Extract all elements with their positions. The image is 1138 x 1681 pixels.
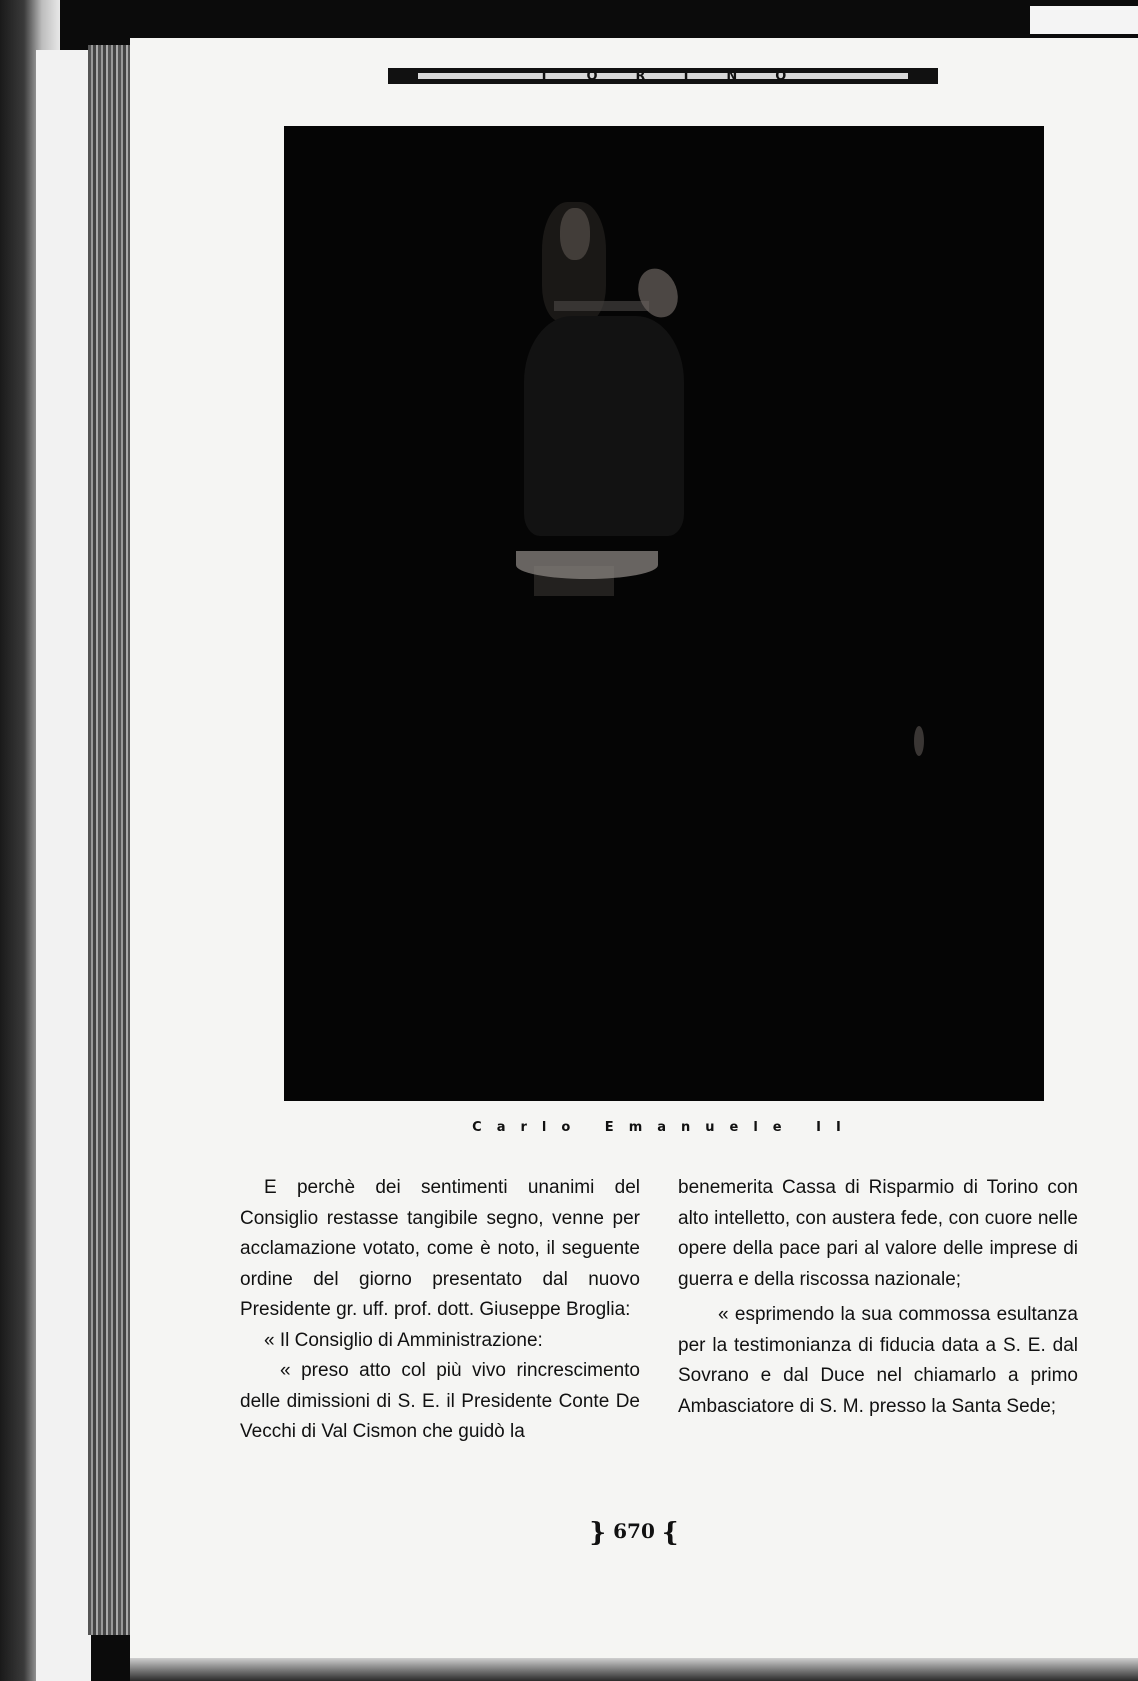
text-column-left	[240, 1173, 640, 1448]
paragraph: E perchè dei sentimenti unanimi del Consiglio restasse tangibile segno, venne per acclamazione votato, come è noto, il seguente ordine del giorno presentato dal nuovo Presidente gr. uff. prof. dott. Giuseppe Broglia:	[240, 1177, 640, 1320]
portrait-glint	[914, 726, 924, 756]
scan-margin-strip	[36, 50, 91, 1681]
paragraph: benemerita Cassa di Risparmio di Torino con alto intelletto, con austera fede, con cuore nelle opere della pace pari al valore delle imprese di guerra e della riscossa nazionale;	[678, 1177, 1078, 1290]
page-number	[130, 1518, 1138, 1548]
running-head	[388, 68, 938, 84]
plate-caption: Carlo Emanuele II	[472, 1120, 856, 1135]
portrait-hand	[632, 263, 685, 323]
text-column-right	[678, 1173, 1078, 1422]
folio-ornament-right: {	[661, 1518, 679, 1548]
portrait-torso	[524, 316, 684, 536]
scan-corner	[1030, 6, 1138, 34]
paragraph: « Il Consiglio di Amministrazione:	[264, 1329, 543, 1351]
folio-ornament-left: }	[589, 1518, 607, 1548]
book-page	[130, 38, 1138, 1658]
portrait-face	[560, 208, 590, 260]
scan-bottom-edge	[130, 1658, 1138, 1681]
paragraph: « preso atto col più vivo rincrescimento delle dimissioni di S. E. il Presidente Conte De Vecchi di Val Cismon che guidò la	[240, 1360, 640, 1442]
portrait-plate	[284, 126, 1044, 1101]
portrait-arm	[554, 301, 649, 311]
running-head-text: TORINO	[539, 68, 825, 84]
portrait-sash	[516, 551, 658, 579]
page-number-value: 670	[613, 1519, 655, 1543]
paragraph: « esprimendo la sua commossa esultanza per la testimonianza di fiducia data a S. E. dal Sovrano e dal Duce nel chiamarlo a primo Ambasciatore di S. M. presso la Santa Sede;	[678, 1304, 1078, 1417]
book-binding	[88, 45, 130, 1635]
